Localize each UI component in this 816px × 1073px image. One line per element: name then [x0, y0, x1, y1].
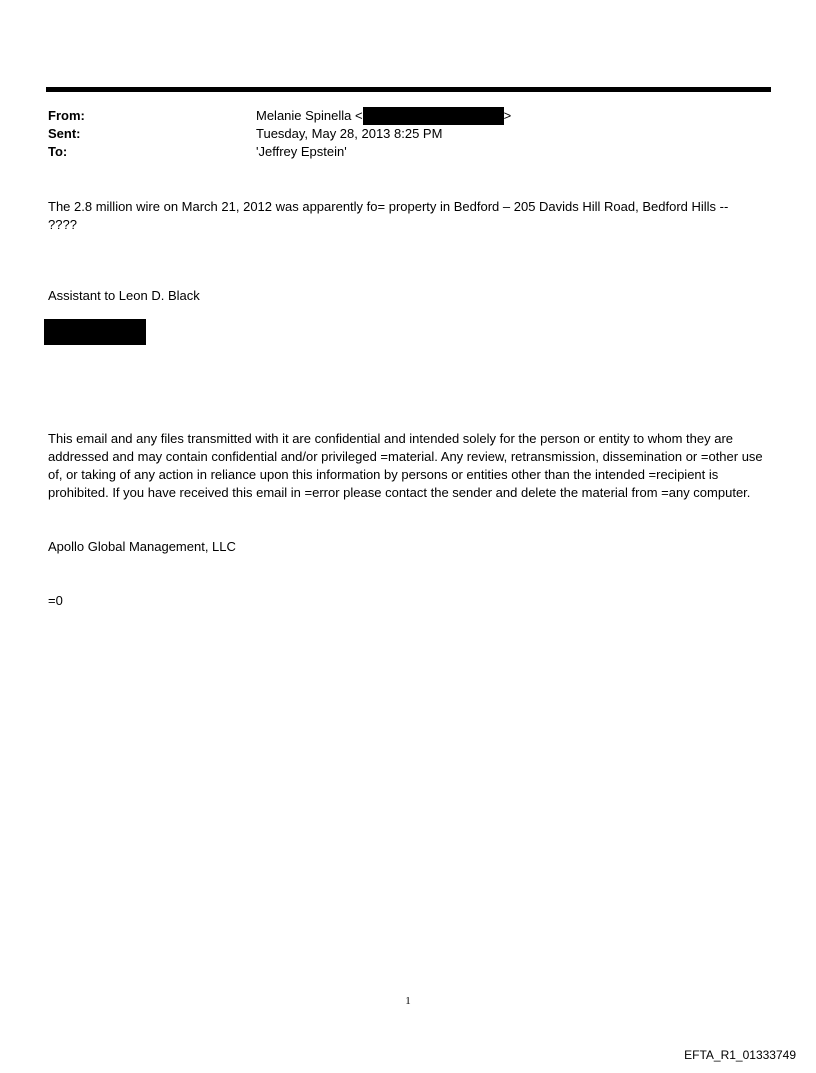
from-name: Melanie Spinella <	[256, 108, 363, 123]
trailer-text: =0	[48, 593, 63, 608]
redaction-email	[363, 107, 504, 125]
sent-value: Tuesday, May 28, 2013 8:25 PM	[256, 126, 443, 141]
from-close: >	[503, 108, 512, 123]
body-line-2: ????	[48, 217, 77, 232]
signature: Assistant to Leon D. Black	[48, 288, 200, 303]
document-id: EFTA_R1_01333749	[684, 1048, 796, 1062]
body-line-1: The 2.8 million wire on March 21, 2012 was apparently fo= property in Bedford – 205 Davids Hill Road, Bedford Hills --	[48, 199, 729, 214]
header-rule	[46, 87, 771, 92]
message-body	[48, 198, 770, 234]
company-name: Apollo Global Management, LLC	[48, 539, 236, 554]
from-label: From:	[48, 108, 85, 123]
disclaimer: This email and any files transmitted with it are confidential and intended solely for the person or entity to whom they are addressed and may contain confidential and/or privileged =material. Any review, retransmission, dissemination or =other use of, or taking of any action in reliance upon this information by persons or entities other than the intended =recipient is prohibited. If you have received this email in =error please contact the sender and delete the material from =any computer.	[48, 431, 763, 500]
to-label: To:	[48, 144, 68, 159]
to-value: 'Jeffrey Epstein'	[256, 144, 347, 159]
from-value	[256, 107, 511, 125]
sent-label: Sent:	[48, 126, 81, 141]
page-number: 1	[405, 995, 411, 1007]
redaction-block	[44, 319, 146, 345]
